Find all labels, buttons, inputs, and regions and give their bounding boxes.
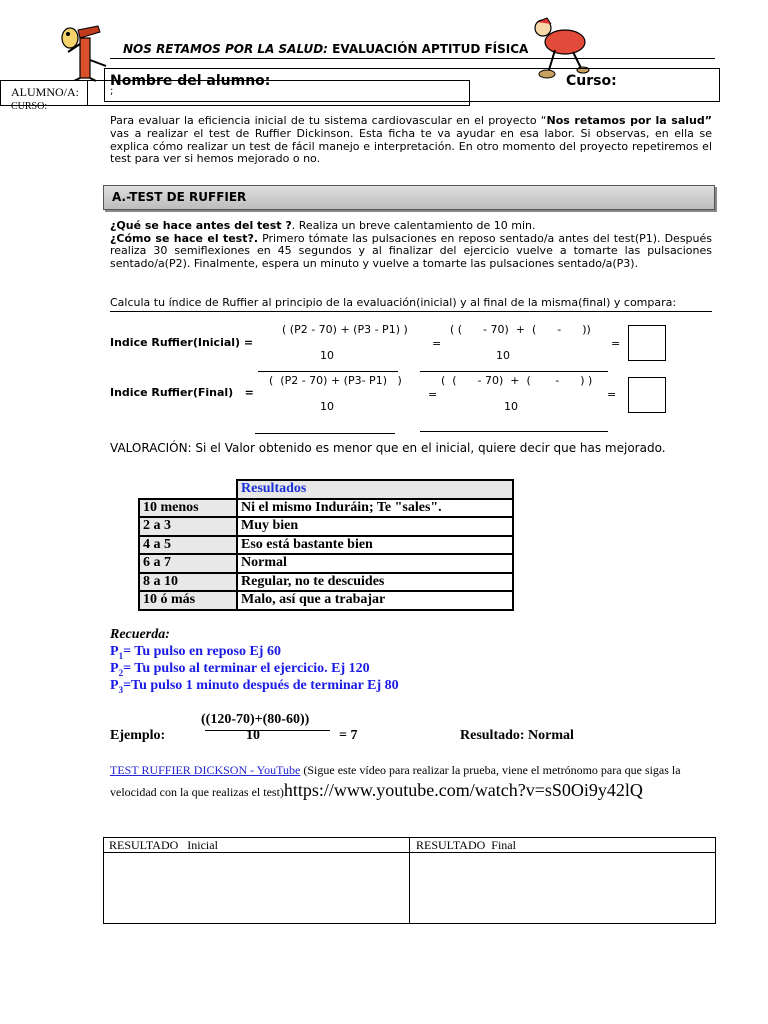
- recuerda-p2: $P_2= Tu$ pulso al terminar el ejercicio. Ej 120: [110, 661, 370, 678]
- final-results-table: [103, 837, 716, 924]
- result-cell: Muy bien: [237, 517, 513, 536]
- youtube-link[interactable]: TEST RUFFIER DICKSON - YouTube: [110, 763, 301, 777]
- title-main: EVALUACIÓN APTITUD FÍSICA: [327, 42, 529, 56]
- video-reference: [110, 760, 720, 802]
- example-equals: = 7: [339, 728, 358, 743]
- document-title: [123, 42, 528, 56]
- formula-final-blank-numerator: ( ( - 70) + ( - ) ): [441, 374, 593, 387]
- formula-final-eq: =: [428, 388, 438, 401]
- formula-final-denominator: 10: [320, 400, 334, 413]
- formula-initial-blank-denominator: 10: [496, 349, 510, 362]
- example-result: Resultado: Normal: [460, 728, 574, 743]
- title-italic: NOS RETAMOS POR LA SALUD:: [123, 42, 328, 56]
- section-title: A.-TEST DE RUFFIER: [112, 190, 247, 204]
- calc-intro-rule: [110, 311, 712, 312]
- range-cell: 4 a 5: [139, 536, 237, 555]
- intro-paragraph: Para evaluar la eficiencia inicial de tu sistema cardiovascular en el proyecto “Nos retamos por la salud” vas a realizar el test de Ruffier Dickinson. Esta ficha te va ayudar en esa labor. Si observas, en ella se explica cómo realizar un test de fácil manejo e interpretación. En otro momento del proyecto repetiremos el test para ver si hemos mejorado o no.: [110, 114, 712, 166]
- example-numerator: ((120-70)+(80-60)): [201, 712, 310, 727]
- range-cell: 2 a 3: [139, 517, 237, 536]
- video-url[interactable]: https://www.youtube.com/watch?v=sS0Oi9y42lQ: [283, 780, 643, 800]
- results-header: Resultados: [237, 480, 513, 499]
- example-label: Ejemplo:: [110, 728, 166, 743]
- formula-initial-eq2: =: [611, 337, 621, 350]
- formula-initial-rule-right: [420, 371, 608, 372]
- result-cell: Normal: [237, 554, 513, 573]
- formula-final-blank-denominator: 10: [504, 400, 518, 413]
- recuerda-title: Recuerda:: [110, 627, 170, 642]
- alumno-overflow: CURSO:: [11, 101, 48, 112]
- header-rule: [110, 58, 715, 59]
- formula-initial-numerator: ( (P2 - 70) + (P3 - P1) ): [282, 323, 408, 336]
- formula-initial-rule-left: [258, 371, 398, 372]
- ruffier-final-answer-box[interactable]: [628, 377, 666, 413]
- calc-intro: Calcula tu índice de Ruffier al principio de la evaluación(inicial) y al final de la misma(final) y compara:: [110, 296, 677, 309]
- results-table: [138, 479, 514, 611]
- result-cell: Malo, así que a trabajar: [237, 591, 513, 610]
- recuerda-p3: $P_3=Tu$ pulso 1 minuto después de terminar Ej 80: [110, 678, 399, 695]
- formula-final-eq2: =: [607, 388, 617, 401]
- result-final-field[interactable]: [412, 854, 714, 922]
- range-cell: 10 ó más: [139, 591, 237, 610]
- formula-final-label: Indice Ruffier(Final) =: [110, 386, 254, 399]
- result-cell: Eso está bastante bien: [237, 536, 513, 555]
- curso-label: Curso:: [566, 73, 617, 89]
- nombre-colon: ;: [110, 86, 114, 97]
- formula-initial-eq: =: [432, 337, 442, 350]
- result-inicial-field[interactable]: [105, 854, 407, 922]
- ruffier-initial-answer-box[interactable]: [628, 325, 666, 361]
- formula-final-numerator: ( (P2 - 70) + (P3- P1) ): [269, 374, 402, 387]
- range-cell: 8 a 10: [139, 573, 237, 592]
- instructions: ¿Qué se hace antes del test ?. Realiza un breve calentamiento de 10 min. ¿Cómo se hace el test?. Primero tómate las pulsaciones en reposo sentado/a antes del test(P1). Después realiza 30 semiflexiones en 45 segundos y al finalizar del ejercicio vuelve a tomarte las pulsaciones sentado/a(P2). Finalmente, espera un minuto y vuelve a tomarte las pulsaciones sentado/a(P3).: [110, 219, 713, 270]
- section-header-bar: [103, 185, 715, 210]
- table-row: [139, 554, 513, 573]
- recuerda-p1: $P_1= Tu$ pulso en reposo Ej 60: [110, 644, 281, 661]
- table-row: [139, 536, 513, 555]
- video-note: (Sigue este vídeo para realizar la prueba, viene el metrónomo para que sigas la velocidad con la que realizas el test): [110, 763, 681, 799]
- alumno-label-cell: [0, 80, 88, 112]
- valoracion-text: VALORACIÓN: Si el Valor obtenido es menor que en el inicial, quiere decir que has mejorado.: [110, 441, 666, 455]
- alumno-label: ALUMNO/A:: [11, 85, 79, 99]
- table-row: [139, 499, 513, 518]
- table-row: [139, 591, 513, 610]
- nombre-label: Nombre del alumno:: [110, 73, 271, 89]
- result-cell: Ni el mismo Induráin; Te "sales".: [237, 499, 513, 518]
- formula-initial-label: Indice Ruffier(Inicial) =: [110, 336, 254, 349]
- result-cell: Regular, no te descuides: [237, 573, 513, 592]
- range-cell: 6 a 7: [139, 554, 237, 573]
- example-fraction-bar: [205, 730, 330, 731]
- formula-final-rule-right: [420, 431, 608, 432]
- final-table-divider: [409, 838, 410, 923]
- final-table-col-final: RESULTADO Final: [416, 838, 516, 852]
- final-table-col-inicial: RESULTADO Inicial: [109, 838, 218, 852]
- table-row: [139, 573, 513, 592]
- range-cell: 10 menos: [139, 499, 237, 518]
- formula-final-rule-left: [255, 433, 395, 434]
- formula-initial-blank-numerator: ( ( - 70) + ( - )): [450, 323, 591, 336]
- table-row: [139, 517, 513, 536]
- example-denominator: 10: [246, 728, 260, 743]
- formula-initial-denominator: 10: [320, 349, 334, 362]
- table-row: [139, 480, 513, 499]
